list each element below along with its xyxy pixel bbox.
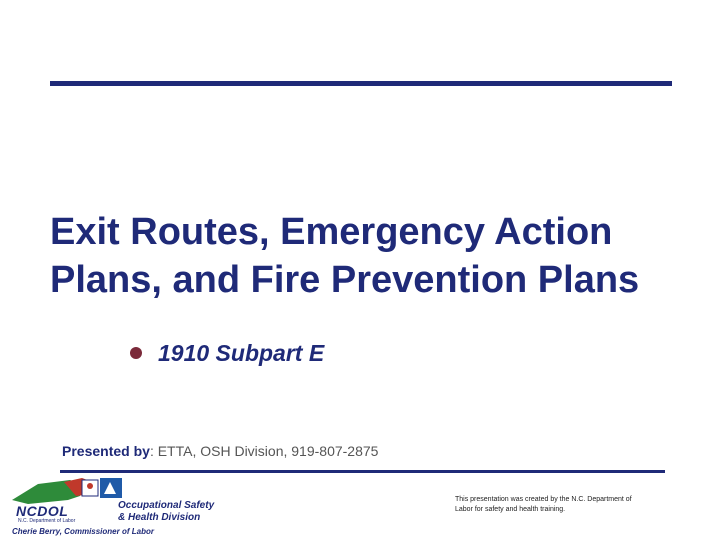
slide-title [50, 208, 710, 304]
division-name-line-2: & Health Division [118, 512, 201, 523]
presented-by [62, 443, 378, 459]
presented-by-label: Presented by [62, 443, 150, 459]
disclaimer [455, 495, 670, 515]
bullet-dot-icon [130, 347, 142, 359]
top-divider [50, 81, 672, 86]
slide-title-line-1: Exit Routes, Emergency Action [50, 211, 613, 253]
disclaimer-line-1: This presentation was created by the N.C. Department of [455, 496, 632, 503]
slide-title-line-2: Plans, and Fire Prevention Plans [50, 259, 640, 301]
commissioner-credit: Cherie Berry, Commissioner of Labor [12, 527, 154, 536]
division-name-line-1: Occupational Safety [118, 500, 215, 511]
bullet-text: 1910 Subpart E [158, 339, 325, 366]
ncdol-subtitle: N.C. Department of Labor [18, 518, 76, 524]
disclaimer-line-2: Labor for safety and health training. [455, 506, 566, 513]
division-name [118, 500, 214, 524]
presented-by-value: : ETTA, OSH Division, 919-807-2875 [149, 443, 379, 459]
bullet-item [130, 335, 324, 371]
ncdol-wordmark: NCDOL [16, 503, 69, 519]
